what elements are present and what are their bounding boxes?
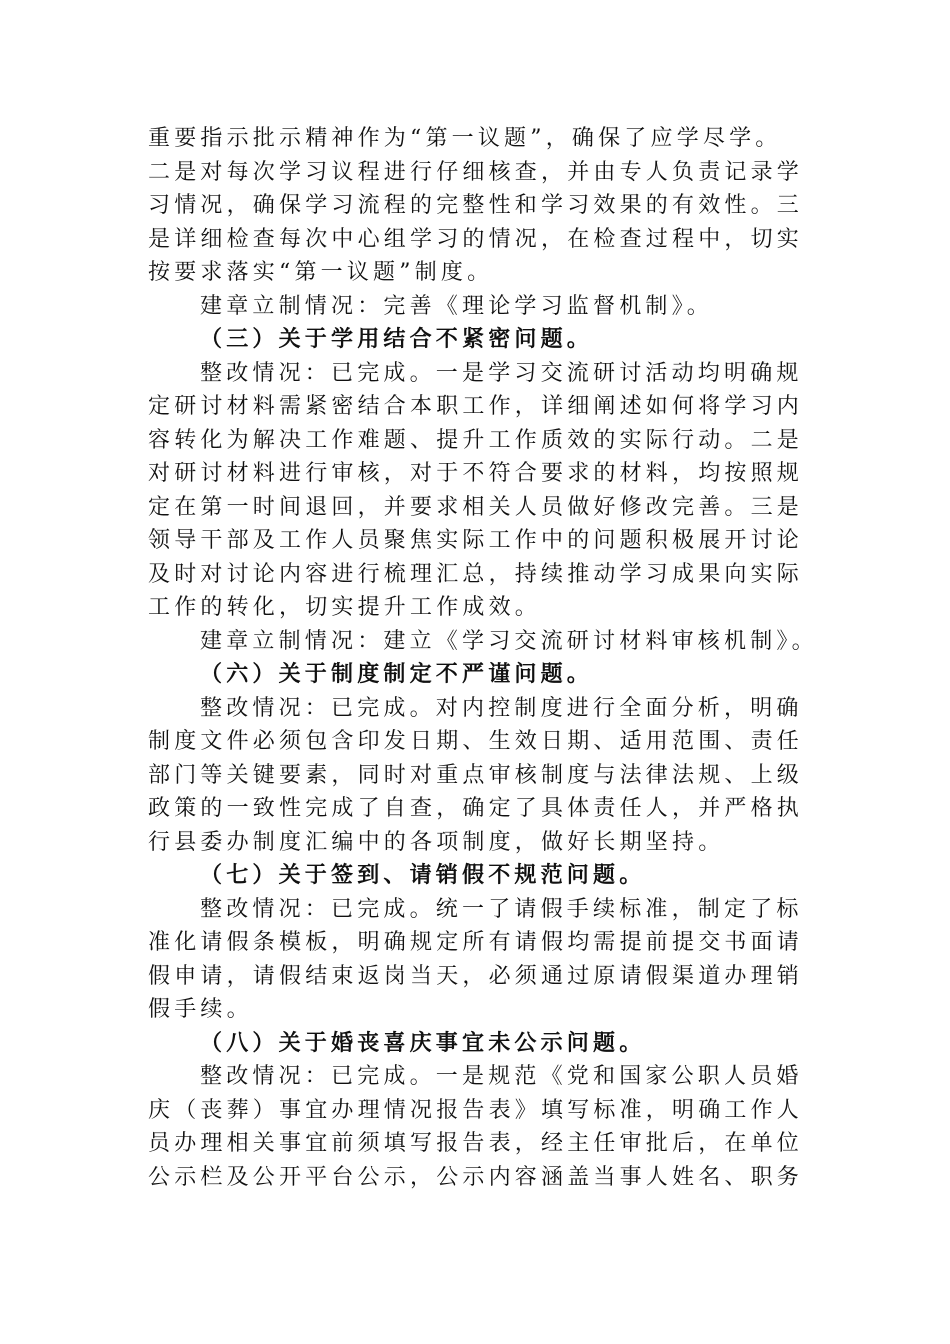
section-heading: （八）关于婚丧喜庆事宜未公示问题。 bbox=[200, 1029, 646, 1056]
text-line: 建章立制情况：完善《理论学习监督机制》。 bbox=[200, 293, 714, 319]
text-line: 准化请假条模板，明确规定所有请假均需提前提交书面请 bbox=[148, 930, 804, 955]
text-line: 重要指示批示精神作为“第一议题”，确保了应学尽学。 bbox=[148, 126, 782, 151]
text-line: 整改情况：已完成。对内控制度进行全面分析，明确 bbox=[200, 695, 803, 721]
section-heading: （六）关于制度制定不严谨问题。 bbox=[200, 661, 594, 687]
text-line: 整改情况：已完成。统一了请假手续标准，制定了标 bbox=[200, 896, 803, 922]
text-line: 整改情况：已完成。一是学习交流研讨活动均明确规 bbox=[200, 360, 803, 386]
text-line: 工作的转化，切实提升工作成效。 bbox=[148, 595, 542, 620]
text-line: 制度文件必须包含印发日期、生效日期、适用范围、责任 bbox=[148, 729, 804, 754]
text-line: 定研讨材料需紧密结合本职工作，详细阐述如何将学习内 bbox=[148, 394, 804, 419]
text-line: 建章立制情况：建立《学习交流研讨材料审核机制》。 bbox=[200, 628, 818, 654]
section-heading: （七）关于签到、请销假不规范问题。 bbox=[200, 862, 646, 888]
text-line: 庆（丧葬）事宜办理情况报告表》填写标准，明确工作人 bbox=[148, 1097, 804, 1123]
text-line: 政策的一致性完成了自查，确定了具体责任人，并严格执 bbox=[148, 796, 804, 821]
text-line: 假手续。 bbox=[148, 997, 253, 1022]
text-line: 容转化为解决工作难题、提升工作质效的实际行动。二是 bbox=[148, 427, 804, 453]
section-heading: （三）关于学用结合不紧密问题。 bbox=[200, 326, 594, 352]
text-line: 公示栏及公开平台公示，公示内容涵盖当事人姓名、职务 bbox=[148, 1164, 804, 1190]
text-line: 对研讨材料进行审核，对于不符合要求的材料，均按照规 bbox=[148, 461, 804, 486]
text-line: 假申请，请假结束返岗当天，必须通过原请假渠道办理销 bbox=[148, 963, 804, 989]
text-line: 按要求落实“第一议题”制度。 bbox=[148, 260, 494, 285]
text-line: 行县委办制度汇编中的各项制度，做好长期坚持。 bbox=[148, 829, 725, 855]
text-line: 部门等关键要素，同时对重点审核制度与法律法规、上级 bbox=[148, 762, 804, 788]
text-line: 习情况，确保学习流程的完整性和学习效果的有效性。三 bbox=[148, 193, 804, 218]
text-line: 二是对每次学习议程进行仔细核查，并由专人负责记录学 bbox=[148, 159, 804, 185]
text-line: 是详细检查每次中心组学习的情况，在检查过程中，切实 bbox=[148, 226, 804, 252]
text-line: 定在第一时间退回，并要求相关人员做好修改完善。三是 bbox=[148, 494, 804, 520]
text-line: 领导干部及工作人员聚焦实际工作中的问题积极展开讨论 bbox=[148, 528, 804, 553]
text-line: 整改情况：已完成。一是规范《党和国家公职人员婚 bbox=[200, 1064, 803, 1089]
text-line: 及时对讨论内容进行梳理汇总，持续推动学习成果向实际 bbox=[148, 561, 804, 587]
document-page bbox=[148, 122, 828, 1194]
text-line: 员办理相关事宜前须填写报告表，经主任审批后，在单位 bbox=[148, 1131, 804, 1156]
